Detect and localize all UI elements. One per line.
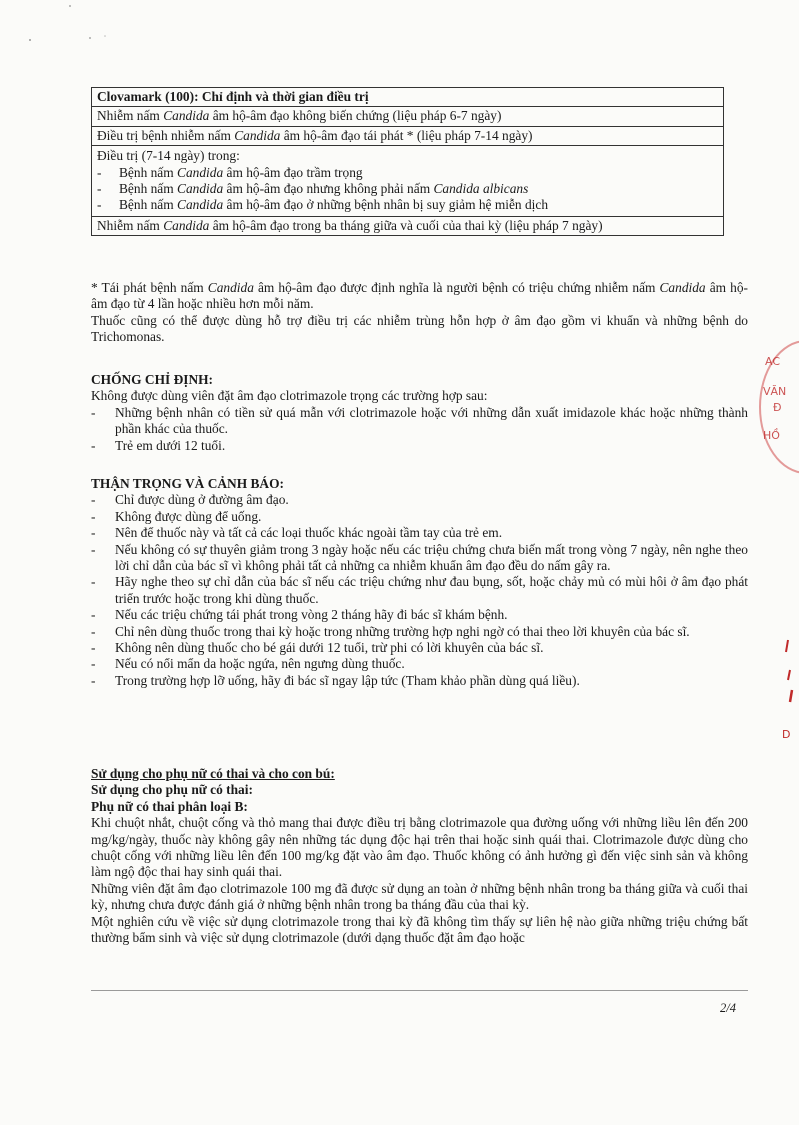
list-item: - Chỉ được dùng ở đường âm đạo. — [91, 492, 289, 508]
contraindication-section — [91, 372, 748, 454]
table-row: Điều trị bệnh nhiễm nấm Candida âm hộ-âm đạo tái phát * (liệu pháp 7-14 ngày) — [92, 126, 724, 145]
section-title: Sử dụng cho phụ nữ có thai và cho con bú: — [91, 766, 335, 781]
paragraph: Những viên đặt âm đạo clotrimazole 100 mg đã được sử dụng an toàn ở những bệnh nhân trong ba tháng giữa và cuối thai kỳ, nhưng chưa được đánh giá ở những bệnh nhân trong ba tháng đầu của thai kỳ. — [91, 880, 748, 913]
list-item: - Hãy nghe theo sự chỉ dẫn của bác sĩ nếu các triệu chứng như đau bụng, sốt, hoặc chảy mủ có mùi hôi ở âm đạo phát triển trước hoặc trong khi dùng thuốc. — [91, 574, 748, 606]
stamp-text: Đ — [773, 401, 782, 414]
list-item: - Không được dùng để uống. — [91, 508, 262, 524]
pregnancy-section — [91, 766, 748, 946]
list-item: - Bệnh nấm Candida âm hộ-âm đạo trầm trọng — [97, 164, 363, 180]
red-stamp-fragments — [780, 630, 799, 750]
list-item: - Những bệnh nhân có tiền sử quá mẫn với clotrimazole hoặc với những dẫn xuất imidazole khác hoặc những thành phần khác của thuốc. — [91, 404, 748, 437]
indication-table — [91, 87, 724, 236]
subsection-title: Phụ nữ có thai phân loại B: — [91, 798, 248, 814]
list-item: - Trẻ em dưới 12 tuổi. — [91, 437, 226, 453]
paragraph: Khi chuột nhắt, chuột cống và thỏ mang thai được điều trị bằng clotrimazole qua đường uống với những liều lên đến 200 mg/kg/ngày, thuốc này không gây nên những tác dụng độc hại trên thai hoặc sinh quái thai. Clotrimazole được dùng cho chuột cống với những liều lên đến 100 mg/kg đặt vào âm đạo. Thuốc không có ảnh hưởng gì đến việc sinh sản và không làm ngộ độc thai hay sinh quái thai. — [91, 815, 748, 880]
scan-specks — [10, 0, 130, 50]
footer-divider — [91, 990, 748, 991]
red-stamp — [759, 340, 799, 480]
list-item: - Nên để thuốc này và tất cả các loại thuốc khác ngoài tầm tay của trẻ em. — [91, 525, 503, 541]
page-number: 2/4 — [720, 1001, 736, 1015]
stamp-text: AC — [765, 355, 781, 368]
list-item: - Bệnh nấm Candida âm hộ-âm đạo ở những bệnh nhân bị suy giảm hệ miễn dịch — [97, 197, 549, 213]
list-item: - Trong trường hợp lỡ uống, hãy đi bác sĩ ngay lập tức (Tham khảo phần dùng quá liều). — [91, 672, 580, 688]
svg-text:D: D — [782, 728, 791, 741]
footnote-section — [91, 280, 748, 346]
row-intro: Điều trị (7-14 ngày) trong: — [97, 148, 240, 164]
table-header: Clovamark (100): Chỉ định và thời gian điều trị — [92, 88, 724, 107]
list-item: - Chỉ nên dùng thuốc trong thai kỳ hoặc trong những trường hợp nghi ngờ có thai theo lời khuyên của bác sĩ. — [91, 623, 690, 639]
table-row: Nhiễm nấm Candida âm hộ-âm đạo trong ba tháng giữa và cuối của thai kỳ (liệu pháp 7 ngày) — [92, 216, 724, 235]
contraindication-list — [91, 405, 748, 454]
list-item: - Bệnh nấm Candida âm hộ-âm đạo nhưng không phải nấm Candida albicans — [97, 181, 529, 197]
caution-section — [91, 476, 748, 689]
table-row — [92, 146, 724, 217]
table-row: Nhiễm nấm Candida âm hộ-âm đạo không biến chứng (liệu pháp 6-7 ngày) — [92, 107, 724, 126]
caution-list — [91, 492, 748, 689]
section-title: CHỐNG CHỈ ĐỊNH: — [91, 372, 214, 387]
paragraph: Một nghiên cứu về việc sử dụng clotrimazole trong thai kỳ đã không tìm thấy sự liên hệ nào giữa những triệu chứng bất thường bẩm sinh và việc sử dụng clotrimazole (dưới dạng thuốc đặt âm đạo hoặc — [91, 913, 748, 946]
section-title: THẬN TRỌNG VÀ CẢNH BÁO: — [91, 476, 284, 491]
footnote: * Tái phát bệnh nấm Candida âm hộ-âm đạo được định nghĩa là người bệnh có triệu chứng nhiễm nấm Candida âm hộ-âm đạo từ 4 lần hoặc nhiều hơn mỗi năm. — [91, 280, 748, 312]
list-item: - Nếu không có sự thuyên giảm trong 3 ngày hoặc nếu các triệu chứng chưa biến mất trong vòng 7 ngày, nên nghe theo lời chỉ dẫn của bác sĩ vì không phải tất cả những ca nhiễm khuẩn âm đạo đều do nấm gây ra. — [91, 541, 748, 574]
list-item: - Không nên dùng thuốc cho bé gái dưới 12 tuổi, trừ phi có lời khuyên của bác sĩ. — [91, 640, 544, 656]
stamp-text: HỒ — [763, 429, 780, 442]
subsection-title: Sử dụng cho phụ nữ có thai: — [91, 782, 253, 798]
note-paragraph: Thuốc cũng có thể được dùng hỗ trợ điều trị các nhiễm trùng hỗn hợp ở âm đạo gồm vi khuẩn và những bệnh do Trichomonas. — [91, 312, 748, 345]
list-item: - Nếu các triệu chứng tái phát trong vòng 2 tháng hãy đi bác sĩ khám bệnh. — [91, 607, 508, 623]
section-intro: Không được dùng viên đặt âm đạo clotrimazole trọng các trường hợp sau: — [91, 388, 488, 404]
list-item: - Nếu có nổi mẩn da hoặc ngứa, nên ngưng dùng thuốc. — [91, 656, 405, 672]
stamp-text: VĂN — [763, 385, 787, 398]
